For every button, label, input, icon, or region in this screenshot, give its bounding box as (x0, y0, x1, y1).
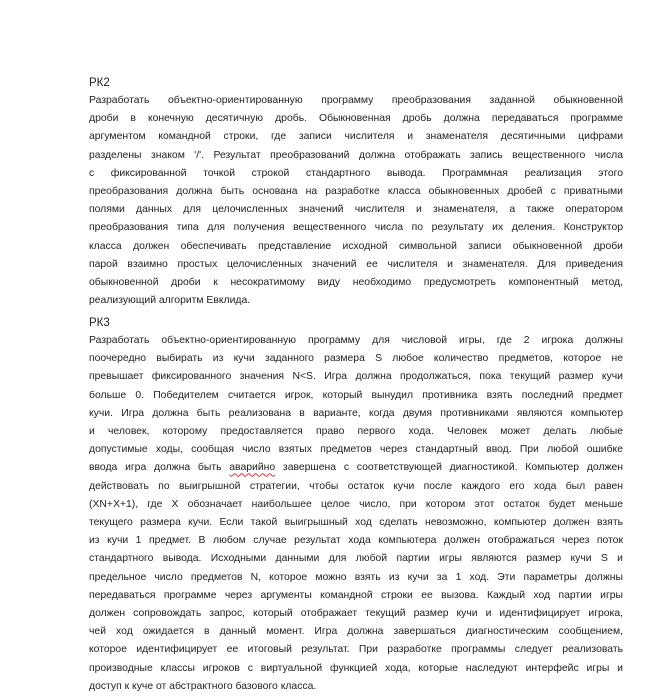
paragraph-line: кучи. Игра должна быть реализована в варианте, когда двумя противниками являются компьютер (89, 407, 623, 419)
paragraph-line: ввода игра должна быть аварийно завершена с соответствующей диагностикой. Компьютер должен (89, 462, 623, 474)
paragraph-line: полями данных для целочисленных значений числителя и знаменателя, а также оператором (89, 204, 623, 216)
paragraph-line: действовать по выигрышной стратегии, чтобы остаток кучи после каждого его хода был равен (89, 480, 623, 492)
paragraph-line: передаваться программе через аргументы командной строки ее вызова. Каждый ход партии игры (89, 589, 623, 601)
paragraph-line: Разработать объектно-ориентированную программу преобразования заданной обыкновенной (89, 95, 623, 106)
paragraph-line: допустимые ходы, сообщая число взятых предметов через стандартный ввод. При любой ошибке (89, 444, 623, 456)
paragraph-line: преобразования должна быть основана на разработке класса обыкновенных дробей с приватными (89, 186, 623, 198)
paragraph-line: преобразования типа для получения вещественного числа по результату их деления. Конструктор (89, 222, 623, 234)
section-paragraph (89, 332, 623, 696)
paragraph-line: которое идентифицирует ее итоговый результат. При разработке программы следует реализовать (89, 644, 623, 656)
paragraph-line: должен сопровождать запрос, который отображает текущий размер кучи и идентифицирует игрока, (89, 608, 623, 620)
section-heading: РК2 (89, 77, 110, 89)
paragraph-line: предельное число предметов N, которое можно взять из кучи за 1 ход. Эти параметры должны (89, 571, 623, 583)
paragraph-line: доступ к куче от абстрактного базового класса. (89, 680, 317, 692)
paragraph-line: стандартного вывода. Исходными данными для любой партии игры являются размер кучи S и (89, 553, 623, 565)
paragraph-line: парой взаимно простых целочисленных значений ее числителя и знаменателя. Для приведения (89, 258, 623, 270)
paragraph-line: класса должен обеспечивать представление исходной символьной записи обыкновенной дроби (89, 240, 623, 252)
paragraph-line: поочередно выбирать из кучи заданного размера S любое количество предметов, которое не (89, 353, 623, 365)
paragraph-line: превышает фиксированного значения N<S. Игра должна продолжаться, пока текущий размер кучи (89, 371, 623, 383)
paragraph-line: аргументом командной строки, где записи числителя и знаменателя десятичными цифрами (89, 131, 623, 143)
paragraph-line: Разработать объектно-ориентированную программу для числовой игры, где 2 игрока должны (89, 335, 623, 346)
section-heading: РК3 (89, 317, 110, 329)
paragraph-line: и человек, которому предоставляется право первого хода. Человек может делать любые (89, 426, 623, 438)
paragraph-line: из кучи 1 предмет. В любом случае результат хода компьютера должен отображаться через поток (89, 535, 623, 547)
section-rk2 (89, 74, 623, 310)
section-rk3 (89, 314, 623, 696)
spellcheck-marked-word: аварийно (229, 462, 276, 474)
paragraph-line: текущего размера кучи. Если такой выигрышный ход сделать невозможно, компьютер должен взять (89, 517, 623, 529)
paragraph-line: разделены знаком '/'. Результат преобразований должна отображать запись вещественного числа (89, 149, 623, 161)
section-paragraph (89, 92, 623, 310)
paragraph-line: больше 0. Победителем считается игрок, который вынудил противника взять последний предмет (89, 389, 623, 401)
paragraph-line: обыкновенной дроби к несократимому виду необходимо предусмотреть компонентный метод, (89, 277, 623, 289)
paragraph-line: производные классы игроков с виртуальной функцией хода, которые наследуют интерфейс игры и (89, 662, 623, 674)
paragraph-line: (XN+X+1), где X обозначает наибольшее целое число, при котором этот остаток будет меньше (89, 498, 623, 510)
paragraph-line: чей ход ожидается в данный момент. Игра должна завершаться диагностическим сообщением, (89, 626, 623, 638)
paragraph-line: дроби в конечную десятичную дробь. Обыкновенная дробь должна передаваться программе (89, 113, 623, 125)
paragraph-line: реализующий алгоритм Евклида. (89, 295, 251, 307)
paragraph-line: с фиксированной точкой строкой стандартного вывода. Программная реализация этого (89, 167, 623, 179)
